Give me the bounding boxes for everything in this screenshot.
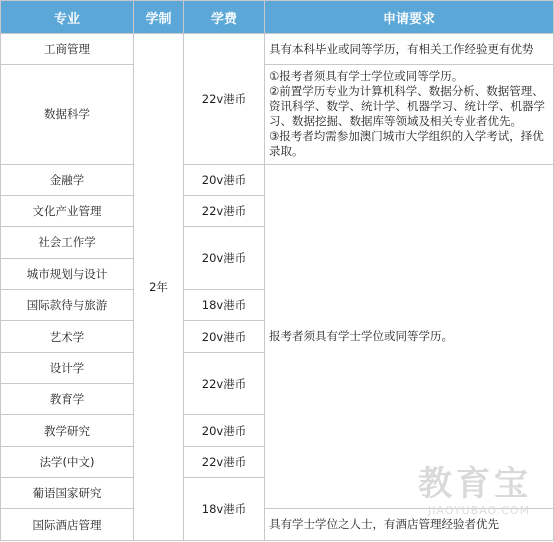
duration-cell: 2年 [134,34,184,541]
requirement-item: ②前置学历专业为计算机科学、数据分析、数据管理、资讯科学、数学、统计学、机器学习、统计学、机器学习、数据挖掘、数据库等领域及相关专业者优先。 [269,84,545,129]
requirement-hotel: 具有学士学位之人士，有酒店管理经验者优先 [265,509,554,541]
header-requirements: 申请要求 [265,1,554,34]
tuition-cell: 20v港币 [184,321,265,352]
requirement-item: ③报考者均需参加澳门城市大学组织的入学考试，择优录取。 [269,129,544,159]
tuition-cell: 18v港币 [184,289,265,320]
major-cell: 国际酒店管理 [1,509,134,541]
major-cell: 艺术学 [1,321,134,352]
table-header-row [1,1,554,34]
major-cell: 城市规划与设计 [1,258,134,289]
requirement-data-science [265,65,554,164]
tuition-cell: 22v港币 [184,34,265,165]
major-cell: 工商管理 [1,34,134,65]
major-cell: 教育学 [1,384,134,415]
watermark-domain: JIAOYUBAO.COM [428,504,531,517]
major-cell: 社会工作学 [1,227,134,258]
major-cell: 教学研究 [1,415,134,446]
table-row [1,164,554,195]
major-cell: 葡语国家研究 [1,478,134,509]
header-tuition: 学费 [184,1,265,34]
requirement-business: 具有本科毕业或同等学历，有相关工作经验更有优势 [265,34,554,65]
requirement-general: 报考者须具有学士学位或同等学历。 [265,164,554,509]
header-duration: 学制 [134,1,184,34]
table-row [1,65,554,164]
major-cell: 金融学 [1,164,134,195]
tuition-cell: 18v港币 [184,478,265,541]
major-cell: 国际款待与旅游 [1,289,134,320]
major-cell: 设计学 [1,352,134,383]
major-cell: 文化产业管理 [1,195,134,226]
tuition-cell: 20v港币 [184,164,265,195]
tuition-cell: 22v港币 [184,446,265,477]
table-row [1,509,554,541]
header-major: 专业 [1,1,134,34]
major-cell: 数据科学 [1,65,134,164]
tuition-cell: 22v港币 [184,195,265,226]
major-cell: 法学(中文) [1,446,134,477]
requirement-item: ①报考者须具有学士学位或同等学历。 [269,69,464,84]
tuition-cell: 20v港币 [184,227,265,290]
tuition-cell: 22v港币 [184,352,265,415]
tuition-cell: 20v港币 [184,415,265,446]
watermark-brand: 教育宝 [418,464,532,504]
table-row [1,34,554,65]
